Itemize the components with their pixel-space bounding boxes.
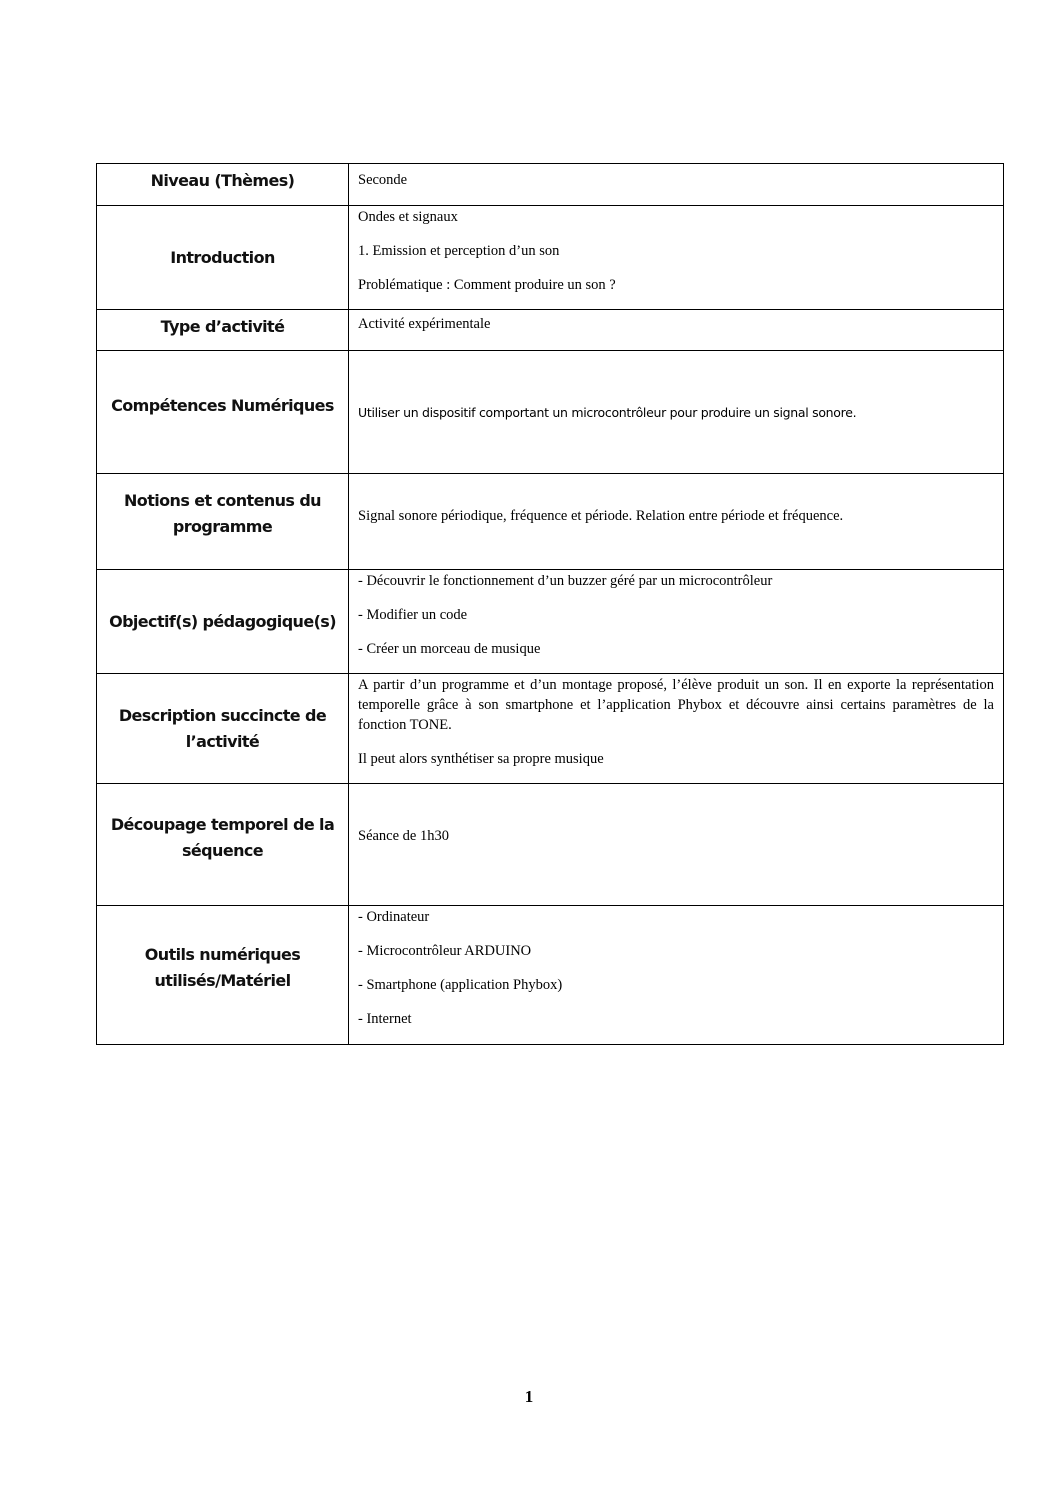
content-line: Signal sonore périodique, fréquence et période. Relation entre période et fréquence. [358, 508, 844, 524]
row-label: Objectif(s) pédagogique(s) [97, 570, 349, 674]
content-line: Activité expérimentale [358, 316, 491, 332]
content-line: - Internet [358, 1011, 412, 1027]
row-niveau [97, 164, 1004, 206]
row-notions [97, 474, 1004, 570]
content-paragraph: A partir d’un programme et d’un montage proposé, l’élève produit un son. Il en exporte la représentation temporelle grâce à son smartphone et l’application Phybox et découvre ainsi certains paramètres de la fonction TONE. [358, 677, 994, 733]
row-description [97, 674, 1004, 784]
activity-sheet-table [96, 163, 1004, 1045]
row-competences [97, 351, 1004, 474]
content-line: - Créer un morceau de musique [358, 641, 541, 657]
content-line: 1. Emission et perception d’un son [358, 243, 560, 259]
row-introduction [97, 206, 1004, 310]
content-line: - Découvrir le fonctionnement d’un buzzer géré par un microcontrôleur [358, 573, 773, 589]
content-line: Séance de 1h30 [358, 828, 449, 844]
content-line: - Smartphone (application Phybox) [358, 977, 563, 993]
row-content [349, 784, 1004, 906]
row-content [349, 351, 1004, 474]
row-content [349, 674, 1004, 784]
row-label: Notions et contenus du programme [97, 474, 349, 570]
row-content [349, 310, 1004, 351]
content-line: Ondes et signaux [358, 209, 458, 225]
row-label: Niveau (Thèmes) [97, 164, 349, 206]
page-number: 1 [524, 1387, 534, 1406]
row-content [349, 164, 1004, 206]
row-content [349, 570, 1004, 674]
row-label: Compétences Numériques [97, 351, 349, 474]
content-line: - Microcontrôleur ARDUINO [358, 943, 532, 959]
row-content [349, 206, 1004, 310]
content-line: Seconde [358, 172, 408, 188]
row-label: Type d’activité [97, 310, 349, 351]
row-label: Découpage temporel de la séquence [97, 784, 349, 906]
row-content [349, 906, 1004, 1045]
row-label: Description succincte de l’activité [97, 674, 349, 784]
row-label: Outils numériques utilisés/Matériel [97, 906, 349, 1045]
content-line: Utiliser un dispositif comportant un microcontrôleur pour produire un signal sonore. [358, 405, 857, 420]
row-label: Introduction [97, 206, 349, 310]
row-type-activite [97, 310, 1004, 351]
content-paragraph: Il peut alors synthétiser sa propre musique [358, 751, 604, 767]
row-objectifs [97, 570, 1004, 674]
row-content [349, 474, 1004, 570]
row-decoupage [97, 784, 1004, 906]
content-line: - Ordinateur [358, 909, 430, 925]
content-line: Problématique : Comment produire un son ? [358, 277, 616, 293]
content-line: - Modifier un code [358, 607, 468, 623]
row-outils [97, 906, 1004, 1045]
